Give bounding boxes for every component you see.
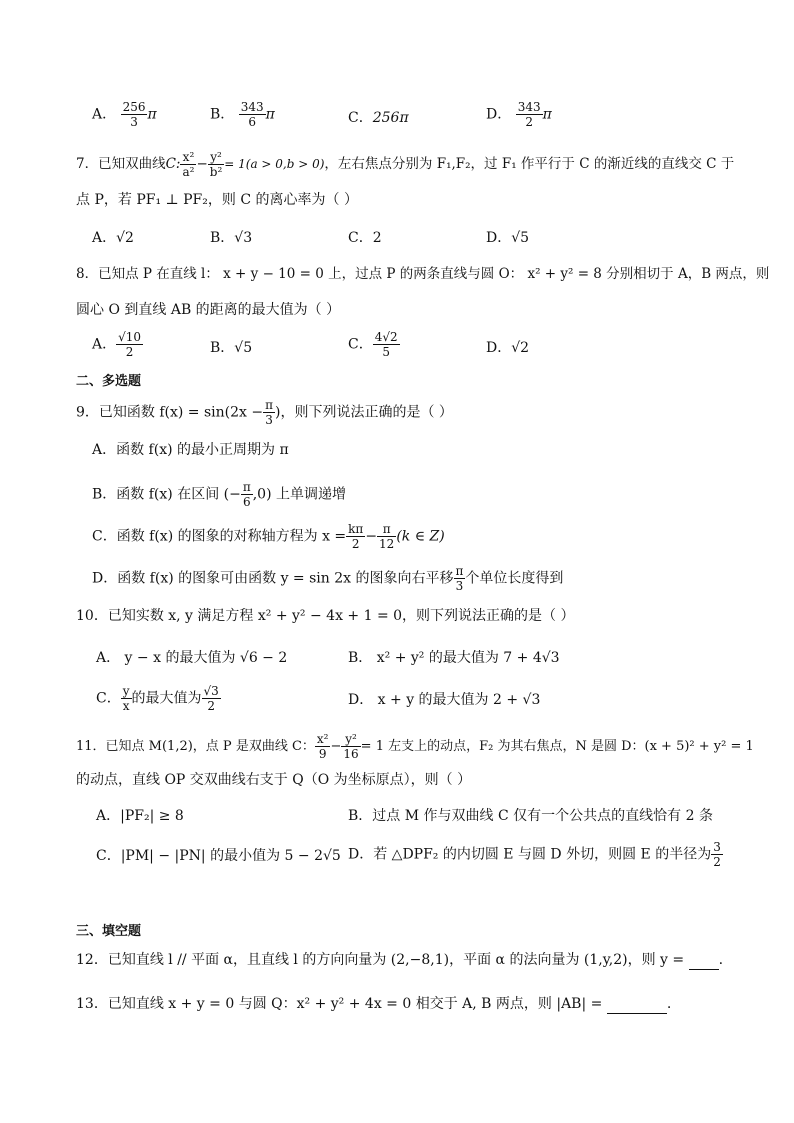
q9-option-c: C．函数 f(x) 的图象的对称轴方程为 x = $\frac{k\pi}{2}$ − $\frac{\pi}{12}$ (k ∈ Z) [92,522,445,551]
q9-d-fraction: $\frac{\pi}{3}$ [455,564,464,593]
q11-d-fraction: $\frac{3}{2}$ [713,840,721,869]
section-multiple-choice-title: 二、多选题 [76,374,142,389]
q9-c-fraction-2: $\frac{\pi}{12}$ [379,522,395,551]
q8-a-fraction: $\frac{√10}{2}$ [118,330,142,359]
q10-c-fraction-1: $\frac{y}{x}$ [122,684,130,713]
q11-stem-line2: 的动点，直线 OP 交双曲线右支于 Q（O 为坐标原点），则（ ） [76,772,472,788]
q7-frac-y: $\frac{\text{y²}}{\text{b²}}$ [209,150,223,179]
q9-b-fraction: $\frac{\pi}{6}$ [242,480,251,509]
q8-c-fraction: $\frac{4√2}{5}$ [374,330,398,359]
q13-stem: 13．已知直线 x + y = 0 与圆 Q：x² + y² + 4x = 0 相交于 A, B 两点，则 |AB| = . [76,996,672,1012]
section-fill-in-title: 三、填空题 [76,924,142,939]
q10-c-fraction-2: $\frac{√3}{2}$ [203,684,219,713]
q10-option-d: D． x + y 的最大值为 2 + √3 [348,692,541,708]
q6-option-b: B． $\frac{343}{6}$ π [210,100,275,129]
q6-option-a: A． $\frac{256}{3}$ π [92,100,157,129]
q11-frac-x: $\frac{\text{x²}}{9}$ [316,732,329,761]
q8-stem-line2: 圆心 O 到直线 AB 的距离的最大值为（ ） [76,302,341,318]
q7-stem-line2: 点 P，若 PF₁ ⊥ PF₂，则 C 的离心率为（ ） [76,192,358,208]
q7-frac-x: $\frac{\text{x²}}{\text{a²}}$ [182,150,195,179]
q8-stem-line1: 8．已知点 P 在直线 l： x + y − 10 = 0 上，过点 P 的两条直线与圆 O： x² + y² = 8 分别相切于 A，B 两点，则 [76,266,770,282]
q7-option-c: C．2 [348,230,382,246]
q9-option-d: D．函数 f(x) 的图象可由函数 y = sin 2x 的图象向右平移 $\frac{\pi}{3}$ 个单位长度得到 [92,564,564,593]
q12-answer-blank[interactable] [689,955,719,970]
q10-stem: 10．已知实数 x, y 满足方程 x² + y² − 4x + 1 = 0，则下列说法正确的是（ ） [76,608,575,624]
q8-option-a: A． $\frac{√10}{2}$ [92,330,142,359]
q7-option-a: A．√2 [92,230,134,246]
q11-option-c: C．|PM| − |PN| 的最小值为 5 − 2√5 [96,848,341,864]
q10-option-c: C． $\frac{y}{x}$ 的最大值为 $\frac{√3}{2}$ [96,684,219,713]
q13-answer-blank[interactable] [607,999,667,1014]
q7-option-d: D．√5 [486,230,530,246]
q12-stem: 12．已知直线 l // 平面 α，且直线 l 的方向向量为 (2,−8,1)，平面 α 的法向量为 (1,y,2)，则 y = . [76,952,724,968]
q6-option-d: D． $\frac{343}{2}$ π [486,100,552,129]
q6-d-fraction: $\frac{343}{2}$ [517,100,541,129]
q9-stem-fraction: $\frac{\pi}{3}$ [265,398,274,427]
q10-option-b: B． x² + y² 的最大值为 7 + 4√3 [348,650,560,666]
q11-option-a: A．|PF₂| ≥ 8 [96,808,184,824]
q9-option-a: A．函数 f(x) 的最小正周期为 π [92,442,289,458]
q7-option-b: B．√3 [210,230,253,246]
q8-option-d: D．√2 [486,340,530,356]
q6-option-c: C．256π [348,110,409,126]
q10-option-a: A． y − x 的最大值为 √6 − 2 [96,650,288,666]
q8-option-c: C． $\frac{4√2}{5}$ [348,330,398,359]
q11-frac-y: $\frac{\text{y²}}{16}$ [343,732,359,761]
q6-a-fraction: $\frac{256}{3}$ [122,100,146,129]
q8-option-b: B．√5 [210,340,253,356]
q11-option-d: D．若 △DPF₂ 的内切圆 E 与圆 D 外切，则圆 E 的半径为 $\frac{3}{2}$ [348,840,721,869]
q9-stem: 9．已知函数 f(x) = sin(2x − $\frac{\pi}{3}$ )，则下列说法正确的是（ ） [76,398,453,427]
q11-stem-line1: 11．已知点 M(1,2)，点 P 是双曲线 C： $\frac{\text{x²}}{9}$ − $\frac{\text{y²}}{16}$ = 1 左支上的动点，F₂ 为其右焦点，N 是圆 D：(x + 5)² + y² = 1 [76,732,754,761]
q11-option-b: B．过点 M 作与双曲线 C 仅有一个公共点的直线恰有 2 条 [348,808,713,824]
q9-option-b: B．函数 f(x) 在区间 (− $\frac{\pi}{6}$ ,0) 上单调递增 [92,480,347,509]
q6-b-fraction: $\frac{343}{6}$ [240,100,264,129]
q7-stem-line1: 7．已知双曲线C: $\frac{\text{x²}}{\text{a²}}$ − $\frac{\text{y²}}{\text{b²}}$ = 1(a > 0,b > 0)，左右焦点分别为 F₁,F₂，过 F₁ 作平行于 C 的渐近线的直线交 C 于 [76,150,735,179]
q9-c-fraction-1: $\frac{k\pi}{2}$ [348,522,364,551]
